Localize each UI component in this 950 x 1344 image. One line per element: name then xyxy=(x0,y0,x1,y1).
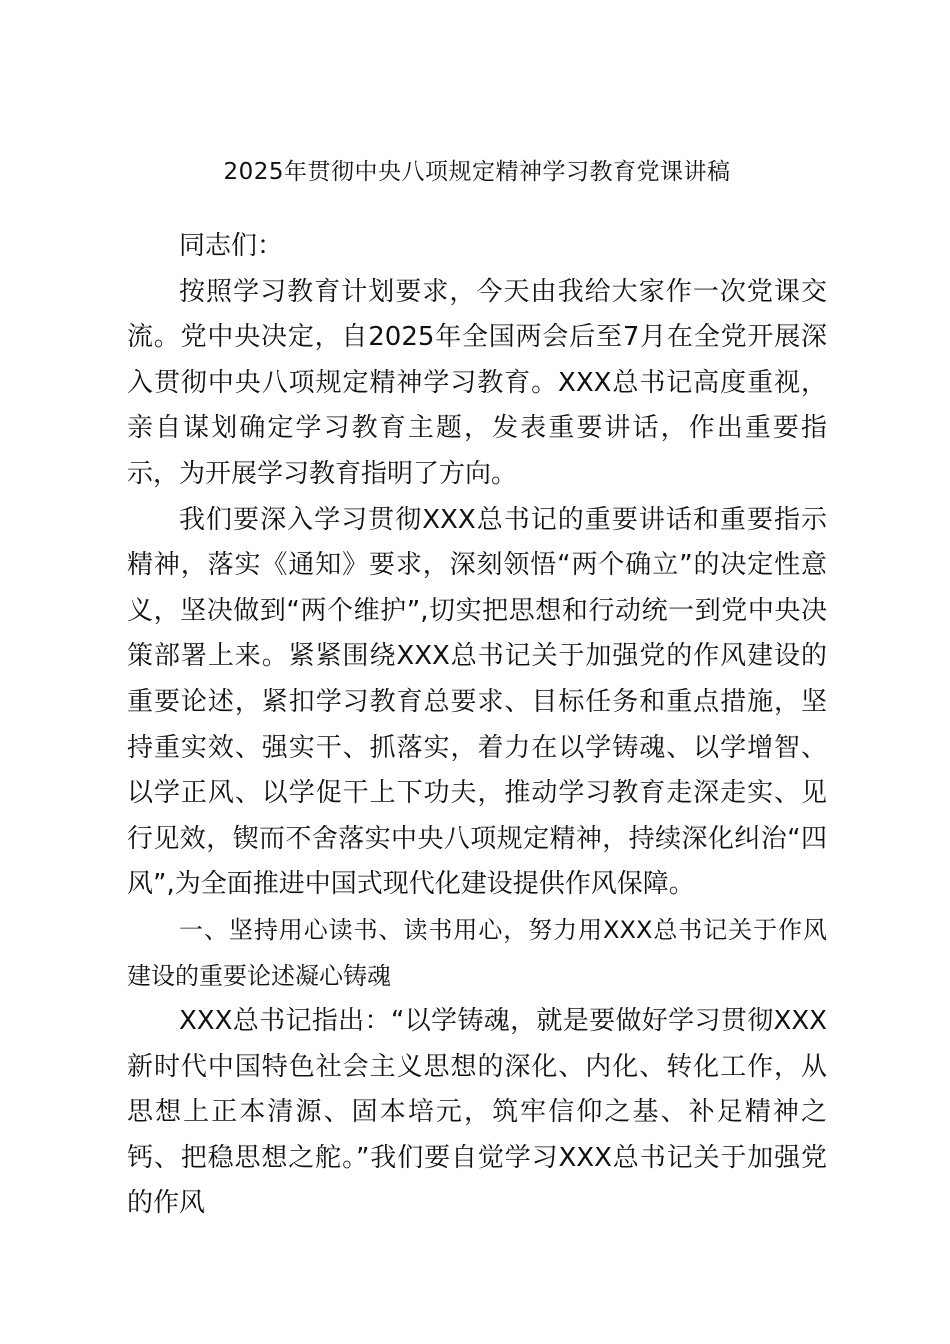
document-title: 2025年贯彻中央八项规定精神学习教育党课讲稿 xyxy=(223,159,731,185)
section-paragraph: XXX总书记指出：“以学铸魂，就是要做好学习贯彻XXX新时代中国特色社会主义思想的深化、内化、转化工作，从思想上正本清源、固本培元，筑牢信仰之基、补足精神之钙、把稳思想之舵。”我们要自觉学习XXX总书记关于加强党的作风 xyxy=(127,1006,827,1219)
section-heading: 一、坚持用心读书、读书用心，努力用XXX总书记关于作风建设的重要论述凝心铸魂 xyxy=(127,915,827,990)
salutation: 同志们： xyxy=(179,231,284,261)
body-paragraph-2: 我们要深入学习贯彻XXX总书记的重要讲话和重要指示精神，落实《通知》要求，深刻领悟“两个确立”的决定性意义，坚决做到“两个维护”,切实把思想和行动统一到党中央决策部署上来。紧紧围绕XXX总书记关于加强党的作风建设的重要论述，紧扣学习教育总要求、目标任务和重点措施，坚持重实效、强实干、抓落实，着力在以学铸魂、以学增智、以学正风、以学促干上下功夫，推动学习教育走深走实、见行见效，锲而不舍落实中央八项规定精神，持续深化纠治“四风”,为全面推进中国式现代化建设提供作风保障。 xyxy=(127,504,827,900)
document-body xyxy=(127,224,827,1227)
body-paragraph-1: 按照学习教育计划要求，今天由我给大家作一次党课交流。党中央决定，自2025年全国两会后至7月在全党开展深入贯彻中央八项规定精神学习教育。XXX总书记高度重视，亲自谋划确定学习教育主题，发表重要讲话，作出重要指示，为开展学习教育指明了方向。 xyxy=(127,276,827,489)
